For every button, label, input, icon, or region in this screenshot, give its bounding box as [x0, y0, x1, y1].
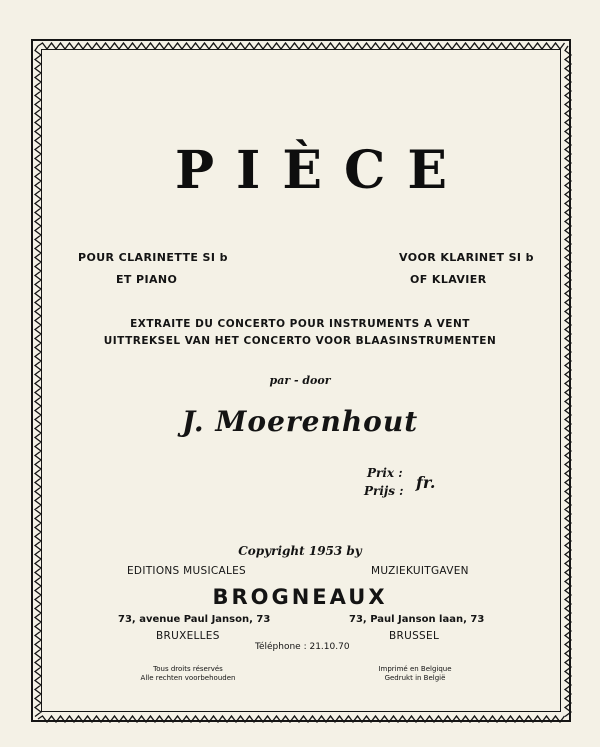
extract-nl: UITTREKSEL VAN HET CONCERTO VOOR BLAASINSTRUMENTEN [103, 335, 497, 347]
instrument-fr-line1: POUR CLARINETTE SI b [78, 251, 228, 264]
printed-nl: Gedrukt in België [384, 674, 446, 682]
page-title: PIÈCE [174, 140, 470, 201]
price-label-nl: Prijs : [364, 484, 404, 498]
instrument-nl-line2: OF KLAVIER [410, 273, 487, 286]
city-fr: BRUXELLES [156, 630, 220, 642]
address-nl: 73, Paul Janson laan, 73 [349, 614, 485, 625]
rights-nl: Alle rechten voorbehouden [140, 674, 236, 682]
publisher-label-nl: MUZIEKUITGAVEN [371, 565, 469, 577]
publisher-label-fr: EDITIONS MUSICALES [127, 565, 247, 577]
printed-notice [370, 665, 460, 683]
price-unit: fr. [416, 473, 436, 492]
by-label: par - door [269, 374, 331, 387]
instrument-nl-line1: VOOR KLARINET SI b [399, 251, 534, 264]
price-label-fr: Prix : [367, 466, 403, 480]
printed-fr: Imprimé en Belgique [378, 665, 452, 673]
publisher-name: BROGNEAUX [212, 585, 388, 609]
rights-notice [138, 665, 238, 683]
address-fr: 73, avenue Paul Janson, 73 [118, 614, 271, 625]
instrument-fr-line2: ET PIANO [116, 273, 178, 286]
phone-number: Téléphone : 21.10.70 [255, 642, 350, 652]
composer-name: J. Moerenhout [181, 405, 419, 438]
rights-fr: Tous droits réservés [153, 665, 223, 673]
extract-fr: EXTRAITE DU CONCERTO POUR INSTRUMENTS A VENT [130, 318, 470, 330]
city-nl: BRUSSEL [389, 630, 440, 642]
copyright-line: Copyright 1953 by [238, 544, 362, 558]
